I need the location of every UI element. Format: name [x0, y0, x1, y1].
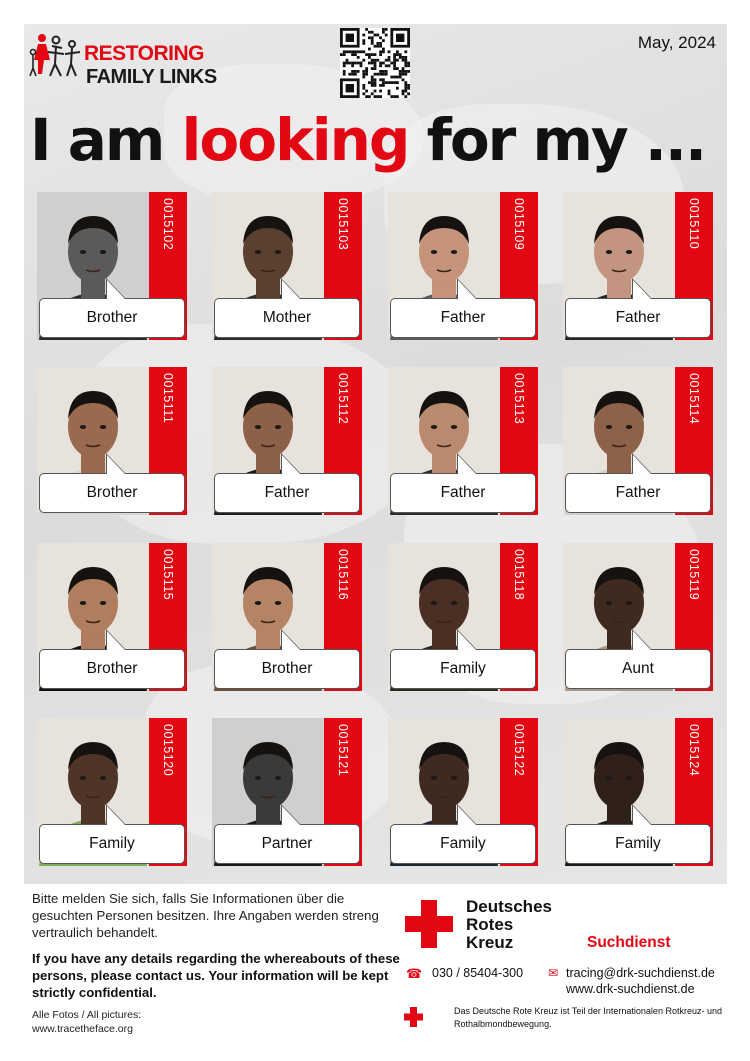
person-card[interactable]: [563, 192, 713, 340]
headline-part-2: for my ...: [408, 106, 705, 174]
website-link[interactable]: www.drk-suchdienst.de: [566, 982, 695, 996]
relation-label: Aunt: [565, 649, 711, 689]
family-figures-icon: [28, 30, 86, 82]
person-card[interactable]: [37, 718, 187, 866]
case-id-number: 0015110: [687, 198, 701, 250]
person-card[interactable]: [388, 192, 538, 340]
case-id-number: 0015112: [336, 373, 350, 425]
drk-name-line-3: Kreuz: [466, 933, 514, 952]
case-id-number: 0015113: [512, 373, 526, 425]
phone-number[interactable]: 030 / 85404-300: [432, 966, 524, 980]
speech-bubble-tail: [282, 455, 300, 474]
restoring-family-links-logo: [28, 28, 217, 94]
relation-label: Family: [390, 649, 536, 689]
footer-german-text: Bitte melden Sie sich, falls Sie Informationen über die gesuchten Personen besitzen. Ihre Angaben werden streng vertraulich behandelt.: [32, 891, 379, 940]
speech-bubble-tail: [107, 280, 125, 299]
person-card[interactable]: [563, 543, 713, 691]
poster-date: May, 2024: [637, 33, 716, 52]
speech-bubble-tail: [107, 455, 125, 474]
speech-bubble-tail: [107, 806, 125, 825]
headline-accent: looking: [181, 106, 409, 174]
red-cross-icon: [405, 900, 453, 948]
speech-bubble-tail: [633, 631, 651, 650]
person-card[interactable]: [388, 718, 538, 866]
speech-bubble-tail: [282, 280, 300, 299]
relation-label: Partner: [214, 824, 360, 864]
person-card[interactable]: [212, 367, 362, 515]
case-id-number: 0015115: [161, 549, 175, 601]
service-name: Suchdienst: [587, 934, 671, 951]
case-id-number: 0015111: [161, 373, 175, 424]
relation-label: Family: [565, 824, 711, 864]
relation-label: Father: [565, 298, 711, 338]
drk-name-line-1: Deutsches: [466, 897, 552, 916]
case-id-number: 0015119: [687, 549, 701, 601]
speech-bubble-tail: [107, 631, 125, 650]
speech-bubble-tail: [458, 455, 476, 474]
person-card[interactable]: [563, 367, 713, 515]
headline: [30, 100, 730, 180]
footer-photos-credit: [32, 1008, 282, 1036]
relation-label: Father: [390, 473, 536, 513]
drk-name: [466, 898, 552, 952]
case-id-number: 0015122: [512, 724, 526, 777]
speech-bubble-tail: [282, 806, 300, 825]
speech-bubble-tail: [633, 280, 651, 299]
speech-bubble-tail: [458, 280, 476, 299]
logo-line-2: FAMILY LINKS: [86, 66, 217, 88]
person-card[interactable]: [212, 192, 362, 340]
relation-label: Brother: [39, 298, 185, 338]
photos-label: Alle Fotos / All pictures:: [32, 1009, 142, 1021]
footer-english-text: If you have any details regarding the whereabouts of these persons, please contact us. Your information will be kept strictly confidential.: [32, 951, 400, 1000]
qr-code[interactable]: [340, 28, 410, 98]
person-card[interactable]: [37, 543, 187, 691]
photos-link[interactable]: www.tracetheface.org: [32, 1023, 133, 1035]
relation-label: Mother: [214, 298, 360, 338]
relation-label: Father: [565, 473, 711, 513]
relation-label: Brother: [39, 649, 185, 689]
case-id-number: 0015120: [161, 724, 175, 777]
case-id-number: 0015121: [336, 724, 350, 777]
relation-label: Family: [39, 824, 185, 864]
case-id-number: 0015124: [687, 724, 701, 777]
person-card[interactable]: [212, 543, 362, 691]
speech-bubble-tail: [458, 806, 476, 825]
relation-label: Brother: [39, 473, 185, 513]
person-card[interactable]: [212, 718, 362, 866]
person-card[interactable]: [37, 367, 187, 515]
relation-label: Father: [214, 473, 360, 513]
case-id-number: 0015109: [512, 198, 526, 251]
person-card[interactable]: [37, 192, 187, 340]
drk-name-line-2: Rotes: [466, 915, 514, 934]
phone-icon: ☎: [406, 966, 423, 981]
logo-line-1: RESTORING: [84, 42, 204, 65]
movement-statement: Das Deutsche Rote Kreuz ist Teil der Internationalen Rotkreuz- und Rothalbmondbewegung.: [454, 1006, 722, 1029]
relation-label: Family: [390, 824, 536, 864]
speech-bubble-tail: [458, 631, 476, 650]
case-id-number: 0015114: [687, 373, 701, 425]
mail-icon: ✉: [548, 966, 559, 980]
email-address[interactable]: tracing@drk-suchdienst.de: [566, 966, 715, 980]
relation-label: Father: [390, 298, 536, 338]
relation-label: Brother: [214, 649, 360, 689]
case-id-number: 0015102: [161, 198, 175, 251]
case-id-number: 0015116: [336, 549, 350, 601]
red-cross-crescent-icons: [403, 1005, 449, 1029]
speech-bubble-tail: [633, 455, 651, 474]
speech-bubble-tail: [633, 806, 651, 825]
speech-bubble-tail: [282, 631, 300, 650]
person-card[interactable]: [388, 543, 538, 691]
headline-part-1: I am: [30, 106, 182, 174]
person-card[interactable]: [388, 367, 538, 515]
person-card[interactable]: [563, 718, 713, 866]
case-id-number: 0015103: [336, 198, 350, 251]
case-id-number: 0015118: [512, 549, 526, 601]
